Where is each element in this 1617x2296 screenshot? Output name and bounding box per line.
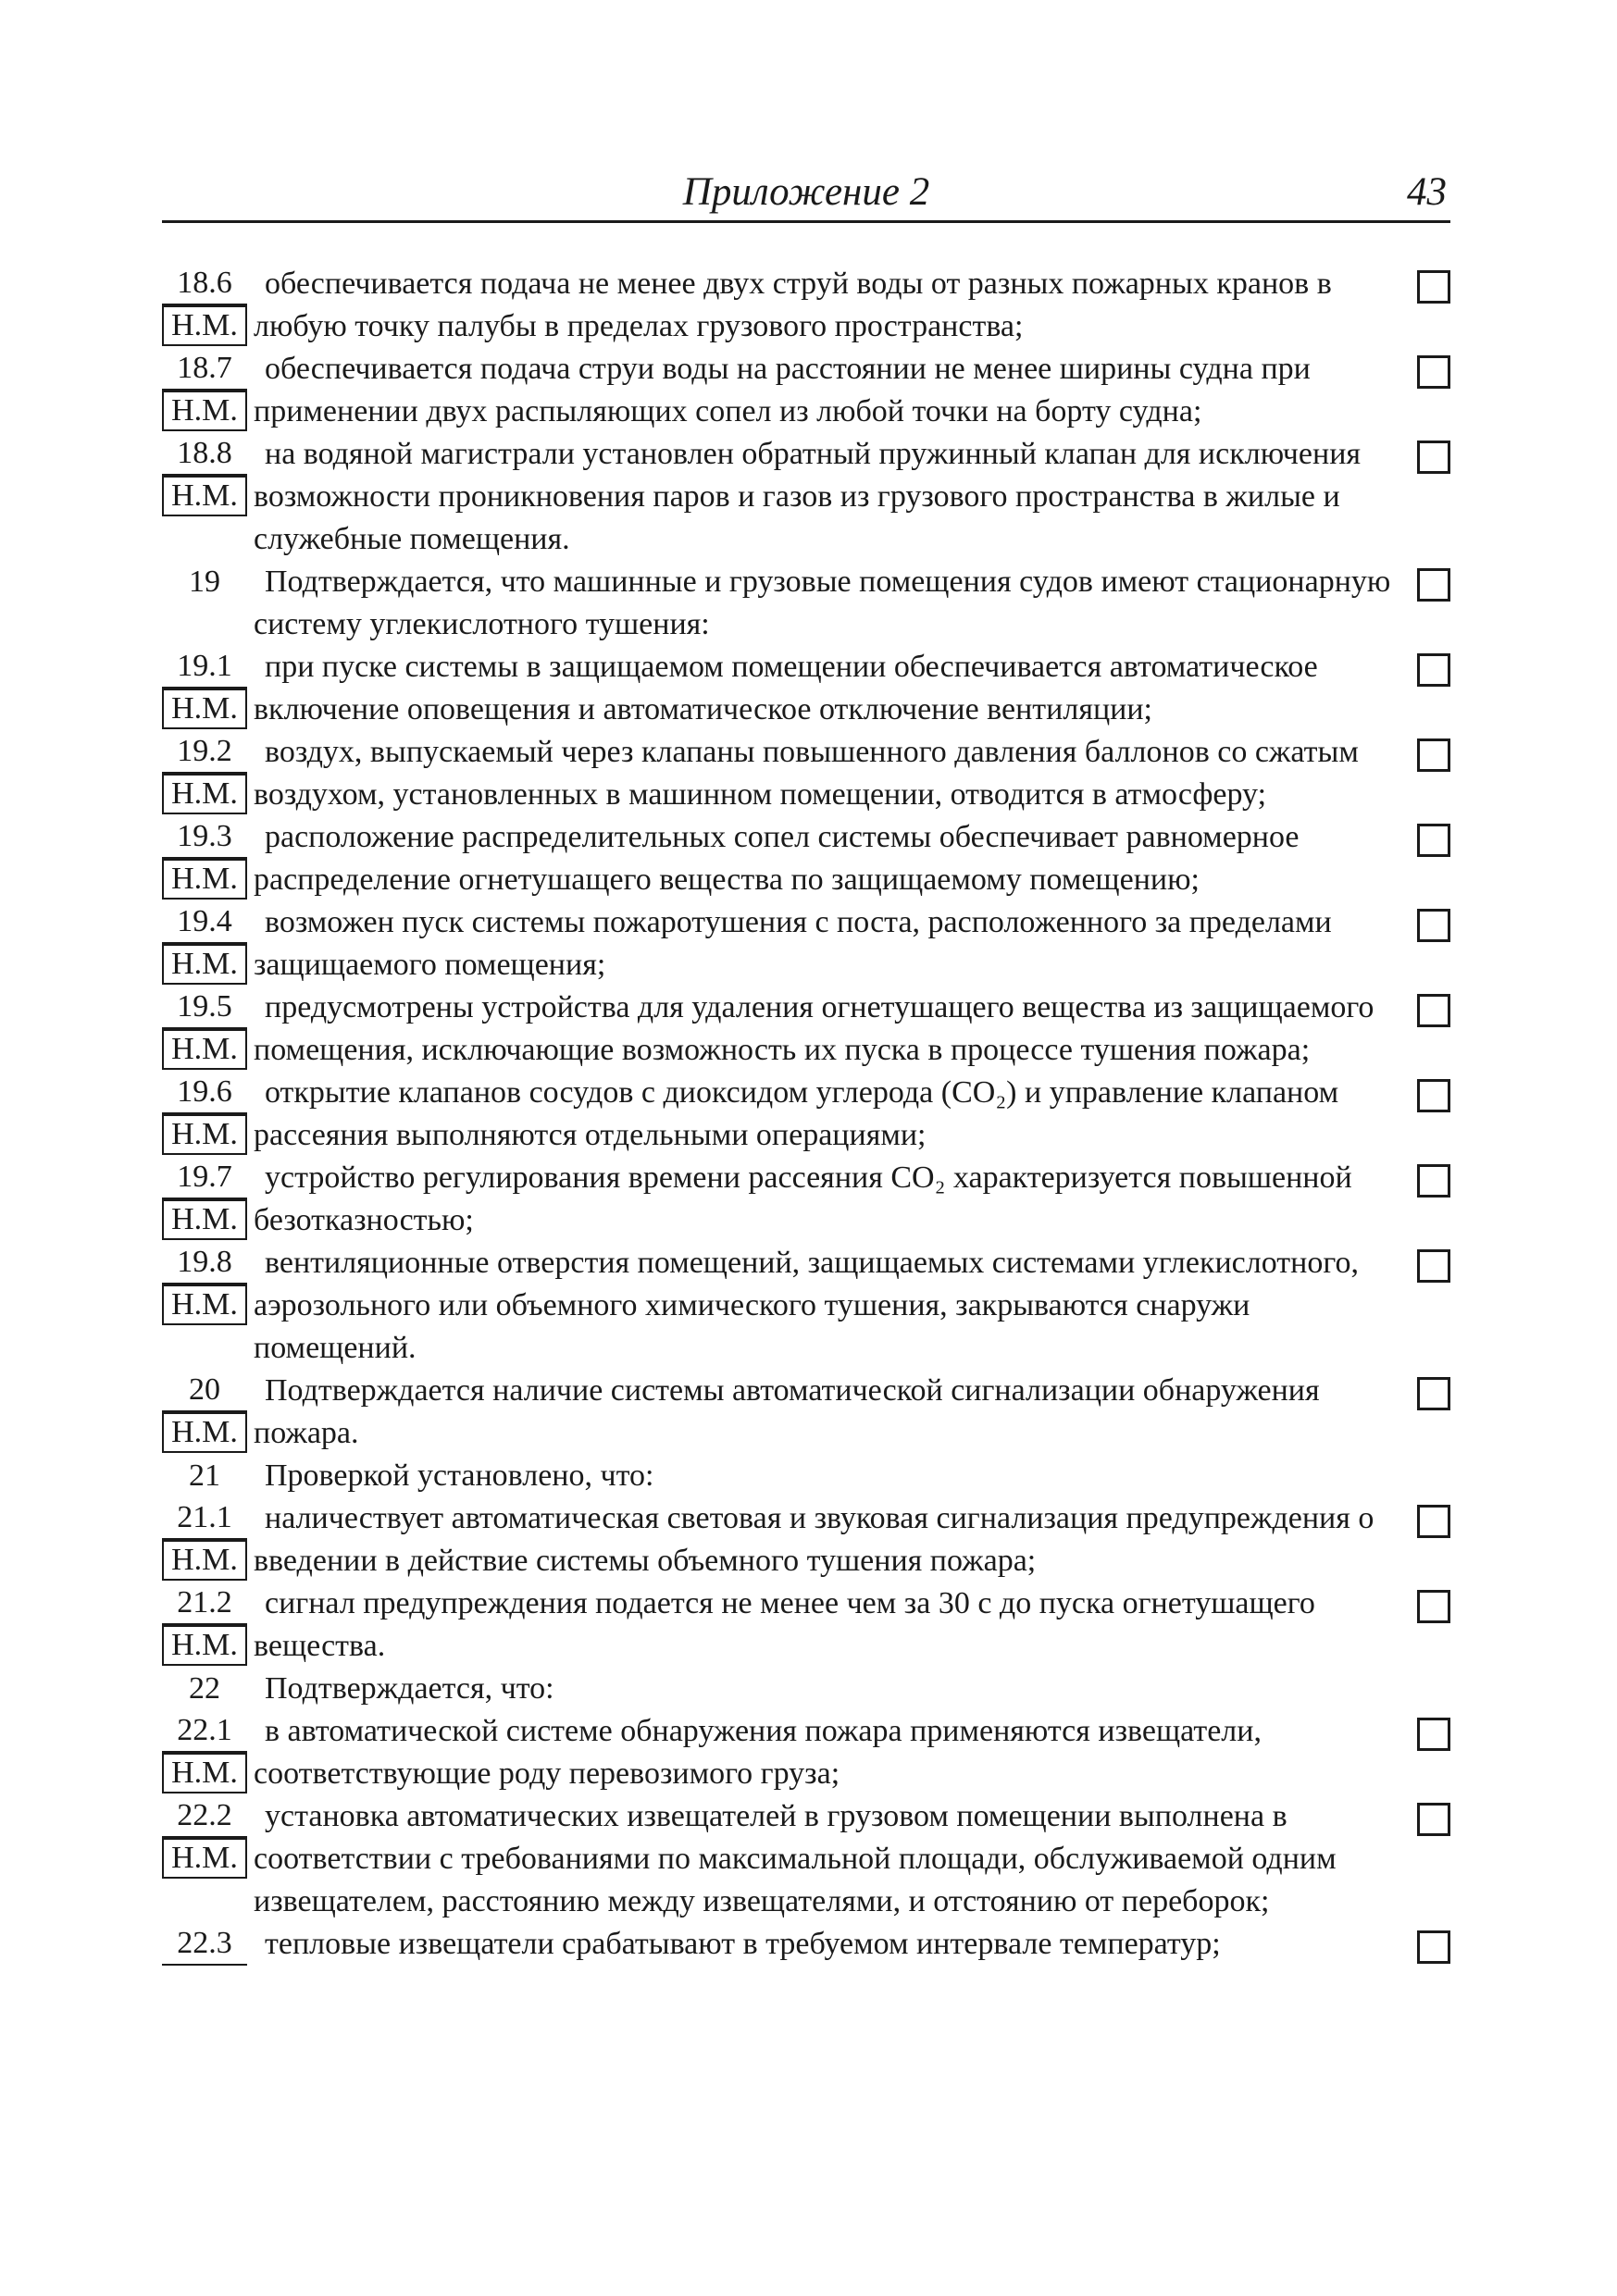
nm-marker: Н.М. (162, 1114, 247, 1155)
item-text: возможен пуск системы пожаротушения с поста, расположенного за пределами защищаемого помещения; (254, 905, 1332, 982)
nm-marker: Н.М. (162, 689, 247, 729)
nm-marker: Н.М. (162, 1029, 247, 1070)
item-checkbox[interactable] (1417, 270, 1450, 304)
checklist (162, 263, 1467, 1966)
nm-marker: Н.М. (162, 944, 247, 985)
item-checkbox[interactable] (1417, 568, 1450, 602)
checklist-item-22-1 (162, 1710, 1467, 1795)
item-number: 19.3 (162, 816, 247, 859)
nm-marker: Н.М. (162, 305, 247, 346)
item-checkbox[interactable] (1417, 1590, 1450, 1623)
checklist-item-18-7 (162, 348, 1467, 433)
item-checkbox[interactable] (1417, 441, 1450, 474)
item-number: 19.4 (162, 901, 247, 944)
nm-marker: Н.М. (162, 1412, 247, 1453)
checklist-item-22-2 (162, 1795, 1467, 1923)
checklist-item-19 (162, 561, 1467, 646)
item-text: Подтверждается, что машинные и грузовые помещения судов имеют стационарную систему углекислотного тушения: (254, 565, 1391, 641)
item-number: 18.6 (162, 263, 247, 305)
checklist-item-21-2 (162, 1582, 1467, 1668)
nm-marker: Н.М. (162, 774, 247, 814)
item-text: Подтверждается наличие системы автоматической сигнализации обнаружения пожара. (254, 1373, 1320, 1450)
checklist-item-19-7 (162, 1157, 1467, 1242)
item-text: на водяной магистрали установлен обратный пружинный клапан для исключения возможности проникновения паров и газов из грузового пространства в жилые и служебные помещения. (254, 437, 1362, 556)
nm-marker: Н.М. (162, 1838, 247, 1879)
nm-marker: Н.М. (162, 1199, 247, 1240)
item-text: тепловые извещатели срабатывают в требуемом интервале температур; (265, 1927, 1221, 1961)
item-number: 22 (189, 1671, 220, 1706)
page-header (162, 167, 1450, 223)
item-text: Проверкой установлено, что: (265, 1458, 654, 1493)
page-number: 43 (1407, 170, 1447, 214)
item-checkbox[interactable] (1417, 1718, 1450, 1751)
item-checkbox[interactable] (1417, 994, 1450, 1027)
item-text: воздух, выпускаемый через клапаны повышенного давления баллонов со сжатым воздухом, установленных в машинном помещении, отводится в атмосферу; (254, 735, 1359, 812)
item-number: 19.7 (162, 1157, 247, 1199)
item-number: 21.2 (162, 1582, 247, 1625)
item-number: 19.6 (162, 1072, 247, 1114)
checklist-item-19-1 (162, 646, 1467, 731)
item-text: сигнал предупреждения подается не менее чем за 30 с до пуска огнетушащего вещества. (254, 1586, 1315, 1663)
item-checkbox[interactable] (1417, 1249, 1450, 1283)
item-checkbox[interactable] (1417, 1930, 1450, 1964)
item-checkbox[interactable] (1417, 909, 1450, 942)
nm-marker: Н.М. (162, 1540, 247, 1581)
item-number: 22.3 (162, 1923, 247, 1966)
item-checkbox[interactable] (1417, 824, 1450, 857)
item-number: 21.1 (162, 1497, 247, 1540)
item-number: 21 (189, 1458, 220, 1493)
item-number: 22.1 (162, 1710, 247, 1753)
checklist-item-19-4 (162, 901, 1467, 987)
item-checkbox[interactable] (1417, 1377, 1450, 1410)
nm-marker: Н.М. (162, 859, 247, 900)
checklist-item-18-6 (162, 263, 1467, 348)
item-text: установка автоматических извещателей в грузовом помещении выполнена в соответствии с требованиями по максимальной площади, обслуживаемой одним извещателем, расстоянию между извещателями, и отстоянию от переборок; (254, 1799, 1337, 1918)
item-number: 19 (189, 565, 220, 599)
nm-marker: Н.М. (162, 1625, 247, 1666)
item-text: при пуске системы в защищаемом помещении обеспечивается автоматическое включение оповещения и автоматическое отключение вентиляции; (254, 650, 1318, 726)
checklist-item-22 (162, 1668, 1467, 1710)
nm-marker: Н.М. (162, 1285, 247, 1325)
checklist-item-19-3 (162, 816, 1467, 901)
item-number: 18.8 (162, 433, 247, 476)
item-checkbox[interactable] (1417, 1079, 1450, 1112)
item-checkbox[interactable] (1417, 653, 1450, 687)
checklist-item-20 (162, 1370, 1467, 1455)
item-number: 19.1 (162, 646, 247, 689)
running-title: Приложение 2 (682, 170, 930, 214)
item-number: 18.7 (162, 348, 247, 391)
item-text: обеспечивается подача не менее двух струй воды от разных пожарных кранов в любую точку палубы в пределах грузового пространства; (254, 267, 1332, 343)
item-text: в автоматической системе обнаружения пожара применяются извещатели, соответствующие роду перевозимого груза; (254, 1714, 1262, 1791)
checklist-item-19-6 (162, 1072, 1467, 1157)
item-checkbox[interactable] (1417, 1505, 1450, 1538)
item-number: 22.2 (162, 1795, 247, 1838)
checklist-item-22-3 (162, 1923, 1467, 1966)
item-text: обеспечивается подача струи воды на расстоянии не менее ширины судна при применении двух распыляющих сопел из любой точки на борту судна; (254, 352, 1311, 428)
item-number: 19.8 (162, 1242, 247, 1285)
item-checkbox[interactable] (1417, 355, 1450, 389)
item-text: наличествует автоматическая световая и звуковая сигнализация предупреждения о введении в действие системы объемного тушения пожара; (254, 1501, 1374, 1578)
nm-marker: Н.М. (162, 476, 247, 516)
checklist-item-21 (162, 1455, 1467, 1497)
checklist-item-19-5 (162, 987, 1467, 1072)
nm-marker: Н.М. (162, 391, 247, 431)
checklist-item-21-1 (162, 1497, 1467, 1582)
nm-marker: Н.М. (162, 1753, 247, 1793)
item-text: устройство регулирования времени рассеяния CO₂ характеризуется повышенной безотказностью; (254, 1160, 1352, 1237)
item-checkbox[interactable] (1417, 738, 1450, 772)
checklist-item-19-8 (162, 1242, 1467, 1370)
item-number: 19.5 (162, 987, 247, 1029)
item-checkbox[interactable] (1417, 1164, 1450, 1198)
item-text: Подтверждается, что: (265, 1671, 554, 1706)
item-text: предусмотрены устройства для удаления огнетушащего вещества из защищаемого помещения, исключающие возможность их пуска в процессе тушения пожара; (254, 990, 1374, 1067)
item-number: 19.2 (162, 731, 247, 774)
item-text: расположение распределительных сопел системы обеспечивает равномерное распределение огнетушащего вещества по защищаемому помещению; (254, 820, 1300, 897)
item-checkbox[interactable] (1417, 1803, 1450, 1836)
checklist-item-19-2 (162, 731, 1467, 816)
item-text: открытие клапанов сосудов с диоксидом углерода (CO₂) и управление клапаном рассеяния выполняются отдельными операциями; (254, 1075, 1339, 1152)
item-text: вентиляционные отверстия помещений, защищаемых системами углекислотного, аэрозольного или объемного химического тушения, закрываются снаружи помещений. (254, 1246, 1359, 1365)
checklist-item-18-8 (162, 433, 1467, 561)
item-number: 20 (162, 1370, 247, 1412)
